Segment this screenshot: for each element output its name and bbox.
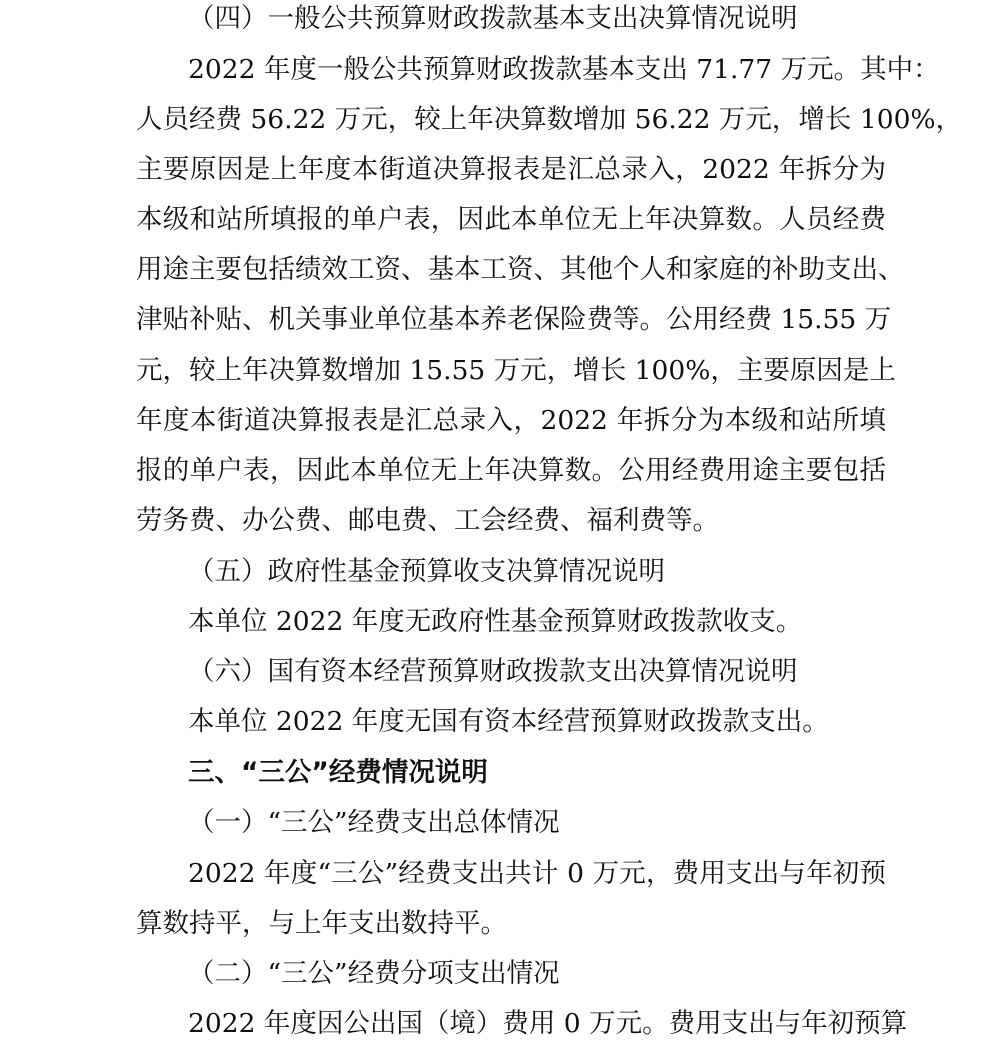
subheading-three-public-overall: （一）“三公”经费支出总体情况 xyxy=(188,807,560,838)
subheading-state-capital-budget: （六）国有资本经营预算财政拨款支出决算情况说明 xyxy=(188,656,798,687)
paragraph-line: 津贴补贴、机关事业单位基本养老保险费等。公用经费 15.55 万 xyxy=(136,304,892,335)
paragraph-line: 本单位 2022 年度无政府性基金预算财政拨款收支。 xyxy=(188,606,803,637)
subheading-general-budget-basic-expenditure: （四）一般公共预算财政拨款基本支出决算情况说明 xyxy=(188,3,798,34)
subheading-three-public-itemized: （二）“三公”经费分项支出情况 xyxy=(188,958,560,989)
section-heading-three-public-expenses: 三、“三公”经费情况说明 xyxy=(188,757,488,788)
paragraph-line: 主要原因是上年度本街道决算报表是汇总录入，2022 年拆分为 xyxy=(136,154,886,185)
paragraph-line: 年度本街道决算报表是汇总录入，2022 年拆分为本级和站所填 xyxy=(136,405,886,436)
paragraph-line: 人员经费 56.22 万元，较上年决算数增加 56.22 万元，增长 100%， xyxy=(136,104,963,135)
paragraph-line: 2022 年度一般公共预算财政拨款基本支出 71.77 万元。其中： xyxy=(188,54,940,85)
paragraph-line: 2022 年度因公出国（境）费用 0 万元。费用支出与年初预算 xyxy=(188,1008,908,1039)
paragraph-line: 2022 年度“三公”经费支出共计 0 万元，费用支出与年初预 xyxy=(188,858,886,889)
paragraph-line: 元，较上年决算数增加 15.55 万元，增长 100%，主要原因是上 xyxy=(136,355,896,386)
paragraph-line: 本级和站所填报的单户表，因此本单位无上年决算数。人员经费 xyxy=(136,204,886,235)
paragraph-line: 报的单户表，因此本单位无上年决算数。公用经费用途主要包括 xyxy=(136,455,886,486)
paragraph-line: 劳务费、办公费、邮电费、工会经费、福利费等。 xyxy=(136,505,719,536)
subheading-government-fund-budget: （五）政府性基金预算收支决算情况说明 xyxy=(188,556,665,587)
paragraph-line: 算数持平，与上年支出数持平。 xyxy=(136,908,507,939)
paragraph-line: 本单位 2022 年度无国有资本经营预算财政拨款支出。 xyxy=(188,706,829,737)
paragraph-line: 用途主要包括绩效工资、基本工资、其他个人和家庭的补助支出、 xyxy=(136,254,905,285)
